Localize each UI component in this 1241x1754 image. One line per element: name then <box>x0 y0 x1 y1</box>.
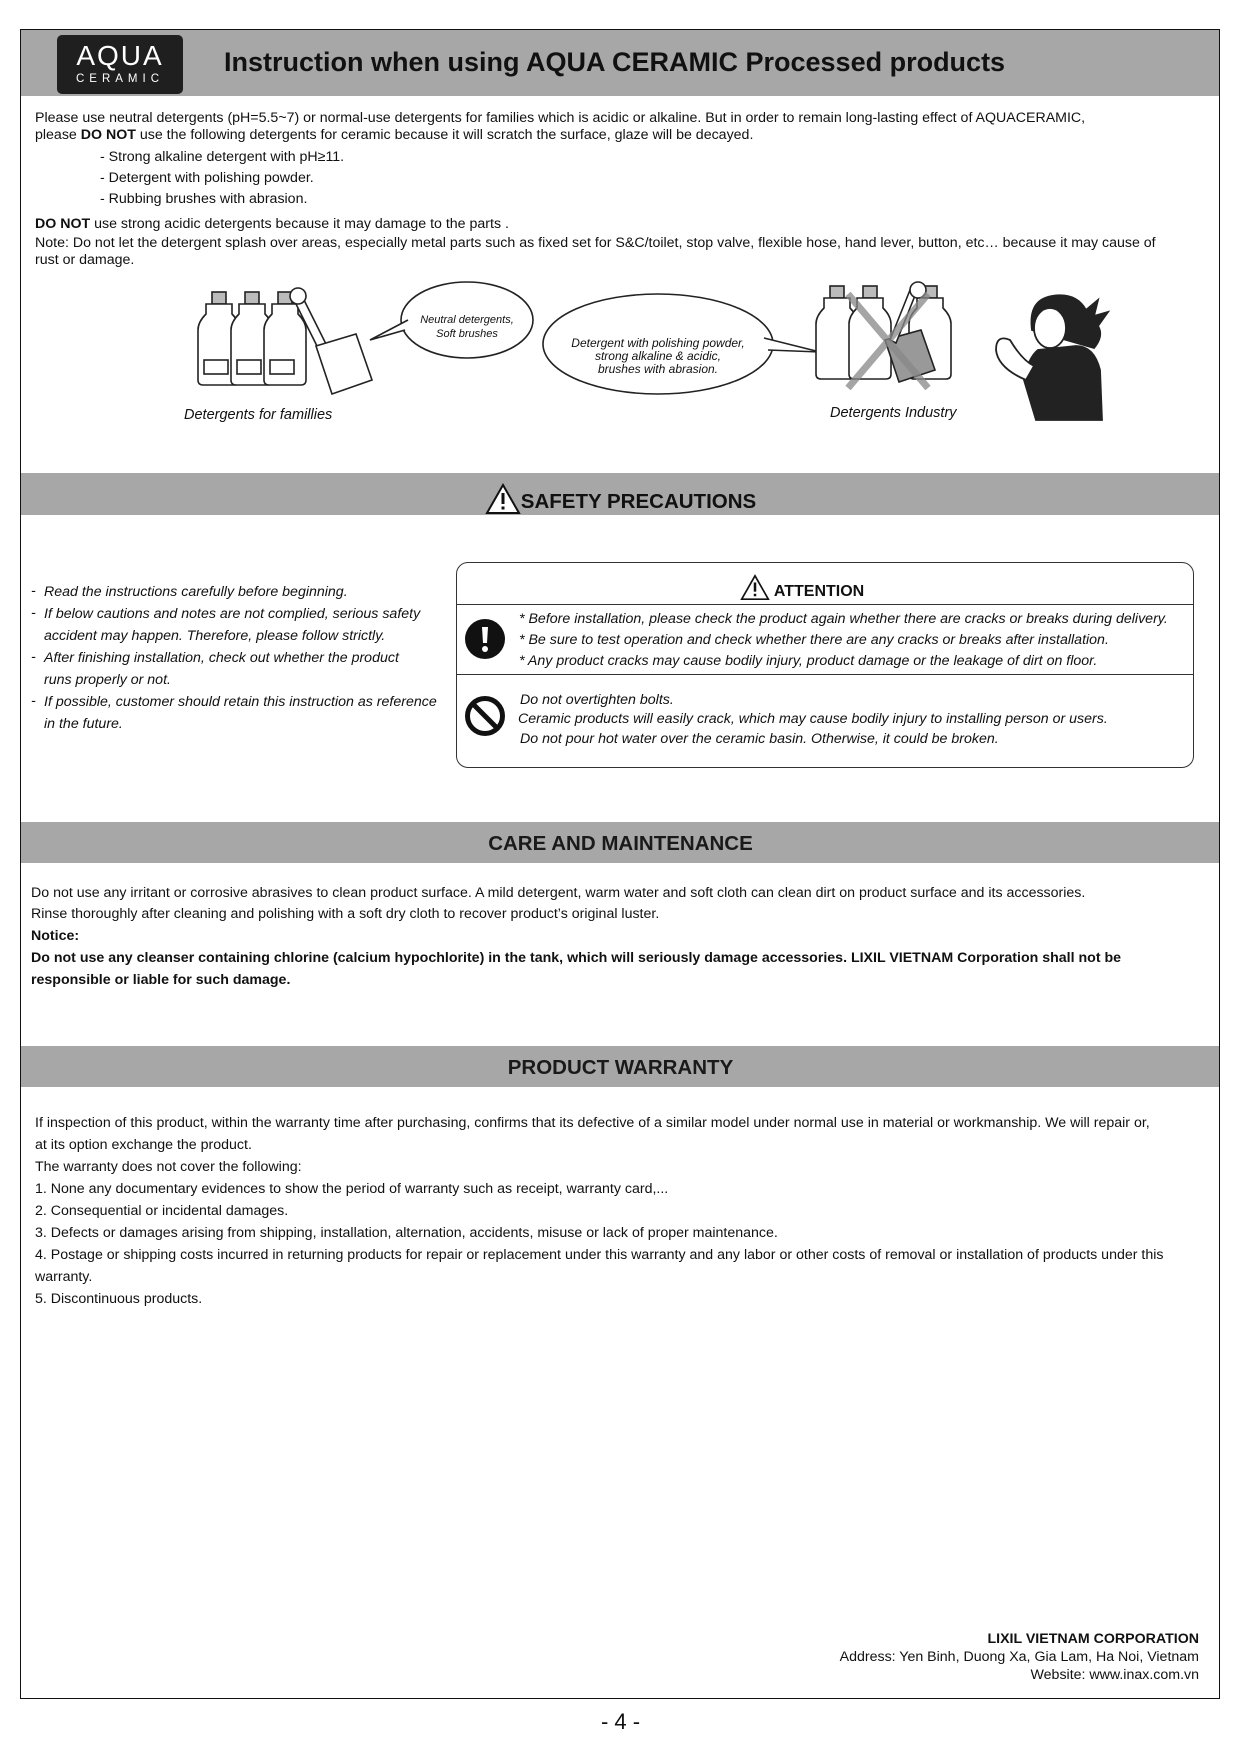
notice-line: Do not use any cleanser containing chlorine (calcium hypochlorite) in the tank, which will seriously damage accessories. LIXIL VIETNAM Corporation shall not be <box>31 950 1122 966</box>
warranty-line: 1. None any documentary evidences to show the period of warranty such as receipt, warranty card,... <box>35 1181 669 1197</box>
worried-person-icon <box>996 295 1108 420</box>
safety-title-row <box>0 483 1241 515</box>
donot-rest: use strong acidic detergents because it may damage to the parts . <box>90 216 509 232</box>
safety-title: SAFETY PRECAUTIONS <box>520 490 757 513</box>
notice-line: responsible or liable for such damage. <box>31 972 291 988</box>
intro-line1: Please use neutral detergents (pH=5.5~7) or normal-use detergents for families which is acidic or alkaline. But in order to remain long-lasting effect of AQUACERAMIC, <box>35 110 1086 126</box>
intro-bullet: - Strong alkaline detergent with pH≥11. <box>100 149 345 165</box>
attention-line: * Before installation, please check the product again whether there are cracks or breaks during delivery. <box>519 611 1168 627</box>
safety-dash: - <box>31 583 36 599</box>
prohibit-line: Do not pour hot water over the ceramic basin. Otherwise, it could be broken. <box>520 731 999 747</box>
prohibit-line: Do not overtighten bolts. <box>520 692 674 708</box>
attention-title-row <box>740 574 864 605</box>
bubble-left-line1: Neutral detergents, <box>420 314 514 326</box>
logo-line2: CERAMIC <box>75 73 165 85</box>
bubble-right-line1: Detergent with polishing powder, <box>571 336 745 350</box>
warranty-line: If inspection of this product, within the warranty time after purchasing, confirms that its defective of a similar model under normal use in material or workmanship. We will repair or, <box>35 1115 1150 1131</box>
family-detergent-bottles <box>198 292 306 385</box>
attention-line: * Any product cracks may cause bodily injury, product damage or the leakage of dirt on floor. <box>519 653 1098 669</box>
caption-industry: Detergents Industry <box>830 405 957 421</box>
warranty-line: warranty. <box>35 1269 93 1285</box>
intro-donot: DO NOT <box>80 127 136 143</box>
safety-item-line: accident may happen. Therefore, please follow strictly. <box>44 628 386 644</box>
footer-company: LIXIL VIETNAM CORPORATION <box>987 1631 1199 1647</box>
intro-bullet: - Rubbing brushes with abrasion. <box>100 191 308 207</box>
warning-triangle-icon <box>485 483 521 515</box>
footer-website: Website: www.inax.com.vn <box>1030 1667 1199 1683</box>
exclamation-icon <box>464 618 506 660</box>
donot-label: DO NOT <box>35 216 91 232</box>
bubble-right-line3: brushes with abrasion. <box>597 362 719 376</box>
notice-label: Notice: <box>31 928 80 944</box>
safety-item-line: Read the instructions carefully before beginning. <box>44 584 348 600</box>
footer-address: Address: Yen Binh, Duong Xa, Gia Lam, Ha Noi, Vietnam <box>839 1649 1199 1665</box>
attention-line: * Be sure to test operation and check whether there are any cracks or breaks after installation. <box>519 632 1109 648</box>
care-line: Do not use any irritant or corrosive abrasives to clean product surface. A mild detergent, warm water and soft cloth can clean dirt on product surface and its accessories. <box>31 885 1086 901</box>
logo-line1: AQUA <box>76 40 164 71</box>
warranty-line: at its option exchange the product. <box>35 1137 252 1153</box>
intro-line2-post: use the following detergents for ceramic because it will scratch the surface, glaze will be decayed. <box>135 127 754 143</box>
prohibit-line: Ceramic products will easily crack, which may cause bodily injury to installing person or users. <box>518 711 1108 727</box>
warranty-line: 2. Consequential or incidental damages. <box>35 1203 289 1219</box>
warning-triangle-icon <box>740 574 770 601</box>
note-line2: rust or damage. <box>35 252 135 268</box>
care-line: Rinse thoroughly after cleaning and polishing with a soft dry cloth to recover product’s original luster. <box>31 906 660 922</box>
attention-divider-mid <box>457 674 1193 675</box>
safety-item-line: If below cautions and notes are not complied, serious safety <box>44 606 421 622</box>
attention-title: ATTENTION <box>773 583 865 600</box>
note-line1: Note: Do not let the detergent splash over areas, especially metal parts such as fixed set for S&C/toilet, stop valve, flexible hose, hand lever, button, etc… because it may cause of <box>35 235 1156 251</box>
prohibited-icon <box>464 695 506 737</box>
page-number: - 4 - <box>600 1709 641 1734</box>
intro-line2 <box>35 127 753 145</box>
warranty-line: The warranty does not cover the following: <box>35 1159 302 1175</box>
intro-bullet: - Detergent with polishing powder. <box>100 170 314 186</box>
aqua-ceramic-logo <box>57 35 183 94</box>
bubble-left-line2: Soft brushes <box>436 328 498 340</box>
safety-item-line: If possible, customer should retain this instruction as reference <box>44 694 437 710</box>
safety-dash: - <box>31 605 36 621</box>
warranty-line: 4. Postage or shipping costs incurred in returning products for repair or replacement under this warranty and any labor or other costs of removal or installation of products under this <box>35 1247 1164 1263</box>
intro-line2-pre: please <box>35 127 81 143</box>
bubble-right-line2: strong alkaline & acidic, <box>594 349 722 363</box>
warranty-line: 5. Discontinuous products. <box>35 1291 203 1307</box>
safety-dash: - <box>31 649 36 665</box>
safety-item-line: in the future. <box>44 716 123 732</box>
warranty-line: 3. Defects or damages arising from shipping, installation, alternation, accidents, misuse or lack of proper maintenance. <box>35 1225 778 1241</box>
caption-families: Detergents for famillies <box>184 407 333 423</box>
warranty-title: PRODUCT WARRANTY <box>507 1056 734 1079</box>
page-title: Instruction when using AQUA CERAMIC Processed products <box>224 47 1006 77</box>
safety-dash: - <box>31 693 36 709</box>
safety-item-line: After finishing installation, check out whether the product <box>44 650 399 666</box>
safety-item-line: runs properly or not. <box>44 672 171 688</box>
care-title: CARE AND MAINTENANCE <box>488 832 753 855</box>
donot-acidic-line <box>35 216 509 234</box>
